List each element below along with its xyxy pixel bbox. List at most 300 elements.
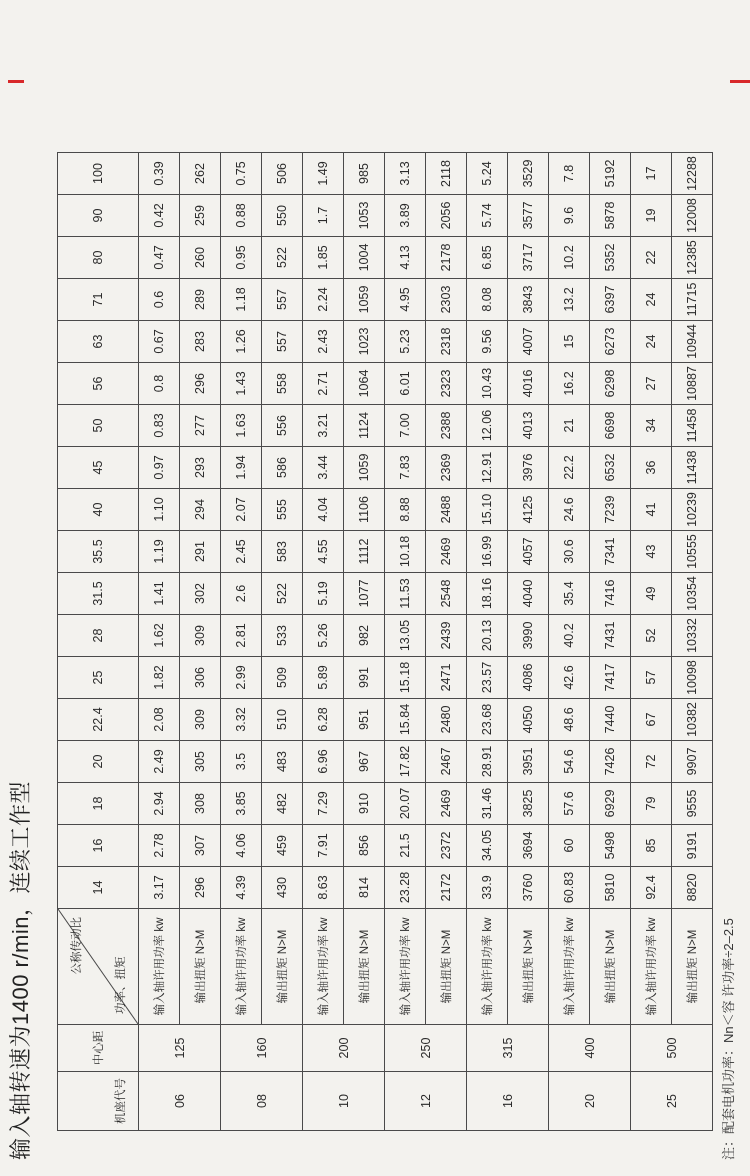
cell-power: 79 <box>631 783 672 825</box>
cell-power: 8.08 <box>467 279 508 321</box>
cell-torque: 7431 <box>590 615 631 657</box>
cell-torque: 910 <box>344 783 385 825</box>
cell-power: 3.21 <box>303 405 344 447</box>
cell-power: 7.83 <box>385 447 426 489</box>
header-ratio: 35.5 <box>58 531 139 573</box>
cell-torque: 308 <box>180 783 221 825</box>
cell-power: 24.6 <box>549 489 590 531</box>
table-header-row <box>58 153 139 1131</box>
cell-torque: 2469 <box>426 531 467 573</box>
cell-power: 19 <box>631 195 672 237</box>
cell-power: 2.24 <box>303 279 344 321</box>
cell-torque: 3529 <box>508 153 549 195</box>
cell-power: 9.6 <box>549 195 590 237</box>
header-ratio: 16 <box>58 825 139 867</box>
cell-power: 3.44 <box>303 447 344 489</box>
cell-power: 8.88 <box>385 489 426 531</box>
cell-torque: 4040 <box>508 573 549 615</box>
cell-power: 5.19 <box>303 573 344 615</box>
cell-torque: 2467 <box>426 741 467 783</box>
cell-power: 0.97 <box>139 447 180 489</box>
cell-power: 1.26 <box>221 321 262 363</box>
cell-torque: 10382 <box>672 699 713 741</box>
cell-torque: 3717 <box>508 237 549 279</box>
cell-torque: 533 <box>262 615 303 657</box>
cell-torque: 6298 <box>590 363 631 405</box>
cell-torque: 2372 <box>426 825 467 867</box>
cell-torque: 982 <box>344 615 385 657</box>
header-center-distance <box>58 1025 139 1072</box>
header-ratio: 22.4 <box>58 699 139 741</box>
cell-power: 1.49 <box>303 153 344 195</box>
cell-torque: 283 <box>180 321 221 363</box>
cell-torque: 2118 <box>426 153 467 195</box>
cell-power: 4.04 <box>303 489 344 531</box>
header-diagonal-cell <box>58 909 139 1025</box>
cell-power: 1.18 <box>221 279 262 321</box>
cell-torque: 506 <box>262 153 303 195</box>
cell-torque: 1004 <box>344 237 385 279</box>
row-label-torque: 输出扭矩 N>M <box>344 909 385 1025</box>
cell-power: 57.6 <box>549 783 590 825</box>
cell-power: 6.85 <box>467 237 508 279</box>
table-row-torque <box>344 153 385 1131</box>
cell-torque: 3951 <box>508 741 549 783</box>
cell-torque: 10944 <box>672 321 713 363</box>
cell-torque: 277 <box>180 405 221 447</box>
header-ratio: 71 <box>58 279 139 321</box>
frame-code: 20 <box>549 1072 631 1131</box>
frame-code: 25 <box>631 1072 713 1131</box>
cell-power: 2.07 <box>221 489 262 531</box>
center-distance: 125 <box>139 1025 221 1072</box>
cell-torque: 291 <box>180 531 221 573</box>
header-ratio: 14 <box>58 867 139 909</box>
table-row-power <box>631 153 672 1131</box>
table-row-power <box>303 153 344 1131</box>
table-row-torque <box>180 153 221 1131</box>
cell-torque: 4050 <box>508 699 549 741</box>
frame-code: 10 <box>303 1072 385 1131</box>
cell-power: 10.2 <box>549 237 590 279</box>
cell-power: 0.39 <box>139 153 180 195</box>
cell-power: 48.6 <box>549 699 590 741</box>
cell-torque: 9555 <box>672 783 713 825</box>
cell-power: 1.19 <box>139 531 180 573</box>
cell-power: 2.43 <box>303 321 344 363</box>
cell-power: 6.96 <box>303 741 344 783</box>
cell-torque: 1023 <box>344 321 385 363</box>
header-ratio: 31.5 <box>58 573 139 615</box>
cell-torque: 814 <box>344 867 385 909</box>
cell-torque: 550 <box>262 195 303 237</box>
cell-power: 6.01 <box>385 363 426 405</box>
cell-power: 15.10 <box>467 489 508 531</box>
cell-torque: 2480 <box>426 699 467 741</box>
cell-power: 1.63 <box>221 405 262 447</box>
cell-torque: 3990 <box>508 615 549 657</box>
cell-power: 40.2 <box>549 615 590 657</box>
cell-power: 52 <box>631 615 672 657</box>
cell-torque: 4007 <box>508 321 549 363</box>
cell-torque: 4125 <box>508 489 549 531</box>
cell-torque: 5810 <box>590 867 631 909</box>
cell-power: 0.8 <box>139 363 180 405</box>
cell-torque: 482 <box>262 783 303 825</box>
cell-torque: 555 <box>262 489 303 531</box>
cell-torque: 6698 <box>590 405 631 447</box>
cell-torque: 6929 <box>590 783 631 825</box>
cell-power: 15.84 <box>385 699 426 741</box>
cell-torque: 10354 <box>672 573 713 615</box>
cell-torque: 557 <box>262 279 303 321</box>
cell-power: 7.8 <box>549 153 590 195</box>
center-distance: 200 <box>303 1025 385 1072</box>
table-row-torque <box>590 153 631 1131</box>
cell-torque: 1112 <box>344 531 385 573</box>
header-ratio: 25 <box>58 657 139 699</box>
cell-power: 3.13 <box>385 153 426 195</box>
cell-power: 0.88 <box>221 195 262 237</box>
cell-torque: 1059 <box>344 279 385 321</box>
cell-power: 4.06 <box>221 825 262 867</box>
cell-power: 17.82 <box>385 741 426 783</box>
cell-power: 92.4 <box>631 867 672 909</box>
cell-torque: 10555 <box>672 531 713 573</box>
cell-torque: 296 <box>180 867 221 909</box>
cell-power: 23.68 <box>467 699 508 741</box>
cell-torque: 1053 <box>344 195 385 237</box>
cell-power: 7.29 <box>303 783 344 825</box>
cell-torque: 2369 <box>426 447 467 489</box>
cell-power: 22.2 <box>549 447 590 489</box>
cell-torque: 11458 <box>672 405 713 447</box>
cell-torque: 522 <box>262 573 303 615</box>
frame-code: 06 <box>139 1072 221 1131</box>
cell-power: 5.74 <box>467 195 508 237</box>
header-ratio: 28 <box>58 615 139 657</box>
row-label-torque: 输出扭矩 N>M <box>180 909 221 1025</box>
cell-torque: 5352 <box>590 237 631 279</box>
center-distance: 250 <box>385 1025 467 1072</box>
cell-power: 0.47 <box>139 237 180 279</box>
cell-torque: 6273 <box>590 321 631 363</box>
cell-power: 1.10 <box>139 489 180 531</box>
cell-power: 54.6 <box>549 741 590 783</box>
cell-torque: 260 <box>180 237 221 279</box>
cell-power: 5.26 <box>303 615 344 657</box>
cell-torque: 10239 <box>672 489 713 531</box>
cell-power: 1.85 <box>303 237 344 279</box>
cell-power: 3.89 <box>385 195 426 237</box>
cell-torque: 556 <box>262 405 303 447</box>
cell-power: 10.43 <box>467 363 508 405</box>
cell-power: 24 <box>631 321 672 363</box>
cell-torque: 5192 <box>590 153 631 195</box>
cell-power: 16.99 <box>467 531 508 573</box>
cell-torque: 4086 <box>508 657 549 699</box>
cell-power: 85 <box>631 825 672 867</box>
cell-power: 42.6 <box>549 657 590 699</box>
cell-power: 3.32 <box>221 699 262 741</box>
header-frame-code <box>58 1072 139 1131</box>
row-label-power: 输入轴许用功率 kw <box>139 909 180 1025</box>
cell-power: 1.43 <box>221 363 262 405</box>
row-label-torque: 输出扭矩 N>M <box>426 909 467 1025</box>
cell-power: 8.63 <box>303 867 344 909</box>
cell-power: 36 <box>631 447 672 489</box>
cell-torque: 510 <box>262 699 303 741</box>
cell-torque: 7426 <box>590 741 631 783</box>
cell-power: 35.4 <box>549 573 590 615</box>
cell-torque: 4057 <box>508 531 549 573</box>
header-ratio: 45 <box>58 447 139 489</box>
cell-torque: 2178 <box>426 237 467 279</box>
cell-torque: 2172 <box>426 867 467 909</box>
cell-torque: 6397 <box>590 279 631 321</box>
cell-torque: 6532 <box>590 447 631 489</box>
cell-torque: 11438 <box>672 447 713 489</box>
cell-power: 3.5 <box>221 741 262 783</box>
cell-power: 20.13 <box>467 615 508 657</box>
cell-torque: 5878 <box>590 195 631 237</box>
cell-power: 3.85 <box>221 783 262 825</box>
cell-power: 2.81 <box>221 615 262 657</box>
row-label-power: 输入轴许用功率 kw <box>303 909 344 1025</box>
cell-torque: 558 <box>262 363 303 405</box>
cell-power: 5.89 <box>303 657 344 699</box>
table-row-torque <box>262 153 303 1131</box>
cell-power: 49 <box>631 573 672 615</box>
cell-power: 57 <box>631 657 672 699</box>
cell-torque: 289 <box>180 279 221 321</box>
header-ratio: 50 <box>58 405 139 447</box>
cell-power: 17 <box>631 153 672 195</box>
row-label-torque: 输出扭矩 N>M <box>262 909 303 1025</box>
cell-power: 0.67 <box>139 321 180 363</box>
cell-power: 1.62 <box>139 615 180 657</box>
cell-torque: 4013 <box>508 405 549 447</box>
cell-torque: 991 <box>344 657 385 699</box>
cell-torque: 2439 <box>426 615 467 657</box>
center-distance: 500 <box>631 1025 713 1072</box>
cell-torque: 583 <box>262 531 303 573</box>
row-label-power: 输入轴许用功率 kw <box>549 909 590 1025</box>
header-center-distance-label: 中心距 <box>93 1030 105 1066</box>
cell-torque: 967 <box>344 741 385 783</box>
header-ratio: 63 <box>58 321 139 363</box>
cell-torque: 1106 <box>344 489 385 531</box>
header-ratio: 100 <box>58 153 139 195</box>
cell-power: 5.23 <box>385 321 426 363</box>
table-row-power <box>549 153 590 1131</box>
cell-power: 2.49 <box>139 741 180 783</box>
cell-power: 2.99 <box>221 657 262 699</box>
cell-power: 0.6 <box>139 279 180 321</box>
cell-power: 15.18 <box>385 657 426 699</box>
cell-power: 2.6 <box>221 573 262 615</box>
cell-torque: 259 <box>180 195 221 237</box>
cell-power: 1.94 <box>221 447 262 489</box>
cell-power: 2.71 <box>303 363 344 405</box>
cell-torque: 3577 <box>508 195 549 237</box>
cell-torque: 2471 <box>426 657 467 699</box>
cell-torque: 3976 <box>508 447 549 489</box>
cell-power: 21.5 <box>385 825 426 867</box>
cell-torque: 309 <box>180 699 221 741</box>
header-ratio: 18 <box>58 783 139 825</box>
cell-torque: 12288 <box>672 153 713 195</box>
cell-power: 2.78 <box>139 825 180 867</box>
cell-power: 27 <box>631 363 672 405</box>
cell-power: 23.28 <box>385 867 426 909</box>
cell-torque: 302 <box>180 573 221 615</box>
cell-torque: 5498 <box>590 825 631 867</box>
cell-power: 7.00 <box>385 405 426 447</box>
header-quantity-label: 功率、扭矩 <box>115 956 127 1014</box>
footnote: 注：配套电机功率：Nn＜容 许功率÷2–2.5 <box>721 918 736 1160</box>
table-row-power <box>385 153 426 1131</box>
row-label-power: 输入轴许用功率 kw <box>221 909 262 1025</box>
cell-power: 24 <box>631 279 672 321</box>
cell-power: 23.57 <box>467 657 508 699</box>
cell-torque: 262 <box>180 153 221 195</box>
cell-torque: 430 <box>262 867 303 909</box>
cell-torque: 293 <box>180 447 221 489</box>
cell-power: 67 <box>631 699 672 741</box>
cell-power: 30.6 <box>549 531 590 573</box>
cell-power: 16.2 <box>549 363 590 405</box>
center-distance: 160 <box>221 1025 303 1072</box>
cell-power: 22 <box>631 237 672 279</box>
cell-torque: 2056 <box>426 195 467 237</box>
cell-power: 0.75 <box>221 153 262 195</box>
cell-torque: 296 <box>180 363 221 405</box>
page-title: 输入轴转速为1400 r/min，连续工作型 <box>8 781 33 1160</box>
cell-torque: 7341 <box>590 531 631 573</box>
cell-power: 7.91 <box>303 825 344 867</box>
row-label-torque: 输出扭矩 N>M <box>672 909 713 1025</box>
cell-torque: 7416 <box>590 573 631 615</box>
cell-power: 2.08 <box>139 699 180 741</box>
cell-power: 4.39 <box>221 867 262 909</box>
cell-torque: 459 <box>262 825 303 867</box>
header-ratio-label: 公称传动比 <box>71 917 83 975</box>
cell-power: 0.42 <box>139 195 180 237</box>
cell-torque: 557 <box>262 321 303 363</box>
spec-table <box>57 152 713 1131</box>
cell-power: 2.45 <box>221 531 262 573</box>
row-label-torque: 输出扭矩 N>M <box>508 909 549 1025</box>
frame-code: 16 <box>467 1072 549 1131</box>
cell-power: 31.46 <box>467 783 508 825</box>
cell-power: 5.24 <box>467 153 508 195</box>
cell-torque: 2318 <box>426 321 467 363</box>
cell-torque: 12385 <box>672 237 713 279</box>
cell-torque: 12008 <box>672 195 713 237</box>
cell-power: 34.05 <box>467 825 508 867</box>
cell-torque: 10887 <box>672 363 713 405</box>
cell-torque: 305 <box>180 741 221 783</box>
cell-torque: 294 <box>180 489 221 531</box>
frame-code: 12 <box>385 1072 467 1131</box>
header-ratio: 40 <box>58 489 139 531</box>
cell-torque: 522 <box>262 237 303 279</box>
cell-torque: 7440 <box>590 699 631 741</box>
table-row-power <box>221 153 262 1131</box>
cell-power: 13.2 <box>549 279 590 321</box>
table-row-torque <box>426 153 467 1131</box>
cell-torque: 10098 <box>672 657 713 699</box>
cell-power: 33.9 <box>467 867 508 909</box>
cell-torque: 3694 <box>508 825 549 867</box>
cell-power: 4.13 <box>385 237 426 279</box>
cell-torque: 2548 <box>426 573 467 615</box>
cell-torque: 2469 <box>426 783 467 825</box>
cell-torque: 306 <box>180 657 221 699</box>
cell-power: 18.16 <box>467 573 508 615</box>
cell-power: 20.07 <box>385 783 426 825</box>
row-label-power: 输入轴许用功率 kw <box>385 909 426 1025</box>
header-ratio: 90 <box>58 195 139 237</box>
cell-power: 21 <box>549 405 590 447</box>
cell-torque: 9191 <box>672 825 713 867</box>
header-ratio: 80 <box>58 237 139 279</box>
table-row-power <box>139 153 180 1131</box>
cell-torque: 509 <box>262 657 303 699</box>
cell-torque: 483 <box>262 741 303 783</box>
cell-power: 0.83 <box>139 405 180 447</box>
cell-torque: 9907 <box>672 741 713 783</box>
cell-torque: 1059 <box>344 447 385 489</box>
cell-power: 4.55 <box>303 531 344 573</box>
table-row-power <box>467 153 508 1131</box>
cell-torque: 1064 <box>344 363 385 405</box>
cell-power: 1.41 <box>139 573 180 615</box>
header-frame-code-label: 机座代号 <box>115 1078 127 1124</box>
cell-power: 6.28 <box>303 699 344 741</box>
cell-torque: 8820 <box>672 867 713 909</box>
cell-torque: 7239 <box>590 489 631 531</box>
cell-power: 60.83 <box>549 867 590 909</box>
cell-power: 15 <box>549 321 590 363</box>
cell-torque: 4016 <box>508 363 549 405</box>
cell-torque: 985 <box>344 153 385 195</box>
cell-power: 1.7 <box>303 195 344 237</box>
cell-power: 41 <box>631 489 672 531</box>
cell-torque: 309 <box>180 615 221 657</box>
cell-power: 3.17 <box>139 867 180 909</box>
cell-torque: 586 <box>262 447 303 489</box>
cell-power: 28.91 <box>467 741 508 783</box>
table-row-torque <box>508 153 549 1131</box>
cell-torque: 307 <box>180 825 221 867</box>
cell-torque: 10332 <box>672 615 713 657</box>
cell-power: 60 <box>549 825 590 867</box>
cell-power: 1.82 <box>139 657 180 699</box>
row-label-power: 输入轴许用功率 kw <box>631 909 672 1025</box>
frame-code: 08 <box>221 1072 303 1131</box>
table-row-torque <box>672 153 713 1131</box>
header-ratio: 20 <box>58 741 139 783</box>
cell-power: 43 <box>631 531 672 573</box>
cell-power: 4.95 <box>385 279 426 321</box>
cell-torque: 2488 <box>426 489 467 531</box>
center-distance: 400 <box>549 1025 631 1072</box>
cell-torque: 3760 <box>508 867 549 909</box>
cell-torque: 2388 <box>426 405 467 447</box>
cell-power: 12.91 <box>467 447 508 489</box>
